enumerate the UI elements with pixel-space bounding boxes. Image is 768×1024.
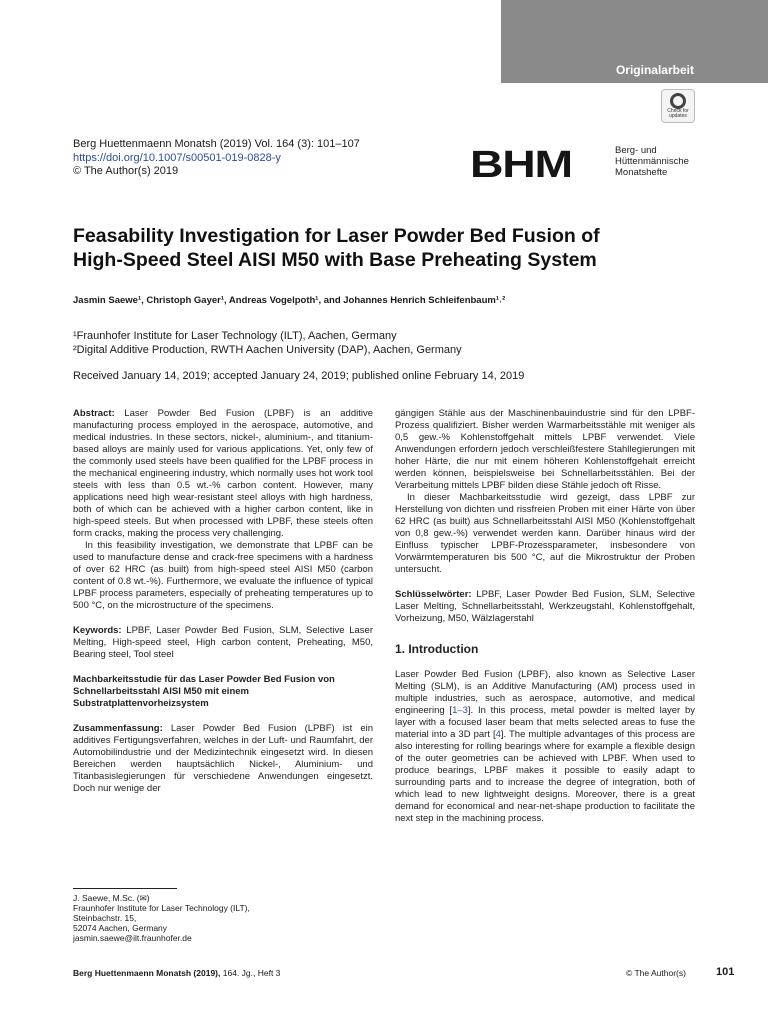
abstract-paragraph-1: [73, 408, 373, 540]
intro-text-3: ]. The multiple advantages of this process are also interesting for rolling bearings where for example a flexible design of the outer geometries can be achieved with LPBF. When used to produce bearings, LPBF makes it possible to easily adapt to surrounding parts and to increase the degree of integration, both of which lead to new lightweight designs. Moreover, there is a great demand for economical and near-net-shape production to facilitate the next step in the machining process.: [395, 729, 695, 824]
corresponding-author-footnote: [73, 893, 250, 943]
footer-issue: 164. Jg., Heft 3: [222, 968, 281, 978]
intro-text-1: Laser Powder Bed Fusion (LPBF), also known as Selective Laser Melting (SLM), is an Additive Manufacturing (AM) process used in multiple industries, such as aerospace, automotive, and medical engineering [: [395, 669, 695, 716]
keywords: [73, 625, 373, 661]
article-title: [73, 224, 713, 272]
affiliation-2: ²Digital Additive Production, RWTH Aachen University (DAP), Aachen, Germany: [73, 344, 462, 356]
abstract-label: Abstract:: [73, 408, 115, 419]
zusammenfassung-paragraph-2: In dieser Machbarkeitsstudie wird gezeigt, dass LPBF zur Herstellung von dichten und rissfreien Proben mit einer Härte von über 62 HRC (as built) aus Schnellarbeitsstahl AISI M50 (Kohlenstoffgehalt von 0,8 gew.-%) verwendet werden kann. Darüber hinaus wird der Einfluss typischer LPBF-Prozessparameter, insbesondere von Vorwärmtemperaturen bis 500 °C, auf die Mikrostruktur der Proben untersucht.: [395, 492, 695, 575]
footnote-line-4: 52074 Aachen, Germany: [73, 923, 168, 933]
affiliation-1: ¹Fraunhofer Institute for Laser Technology (ILT), Aachen, Germany: [73, 330, 397, 342]
page-number: 101: [716, 966, 735, 978]
logo-sub-line-2: Hüttenmännische: [615, 156, 689, 167]
logo-sub-line-3: Monatshefte: [615, 167, 668, 178]
title-line-2: High-Speed Steel AISI M50 with Base Preheating System: [73, 249, 597, 271]
doi-link[interactable]: https://doi.org/10.1007/s00501-019-0828-y: [73, 151, 281, 164]
publication-dates: Received January 14, 2019; accepted January 24, 2019; published online February 14, 2019: [73, 370, 525, 382]
zusammenfassung-text-1: Laser Powder Bed Fusion (LPBF) ist ein additives Fertigungsverfahren, welches in der Luft- und Raumfahrt, der Automobilindustrie und der Medizintechnik eingesetzt wird. In diesen Bereichen werden hauptsächlich Nickel-, Aluminium- und Titanbasislegierungen für verschiedene Anwendungen eingesetzt. Doch nur wenige der: [73, 723, 374, 794]
citation-link[interactable]: 1–3: [452, 705, 468, 716]
journal-citation: Berg Huettenmaenn Monatsh (2019) Vol. 164 (3): 101–107: [73, 138, 360, 150]
author-list: Jasmin Saewe¹, Christoph Gayer¹, Andreas Vogelpoth¹, and Johannes Henrich Schleifenbaum¹˒²: [73, 295, 506, 306]
journal-info: [73, 138, 360, 179]
footnote-divider: [73, 888, 177, 889]
zusammenfassung-continued: gängigen Stähle aus der Maschinenbauindustrie sind für den LPBF-Prozess qualifiziert. Bisher werden Warmarbeitsstähle mit weniger als 0,5 gew.-% Kohlenstoffgehalt mittels LPBF verwendet. Viele Anwendungen erfordern jedoch verschleißfestere Stahllegierungen mit hoher Härte, die nur mit einem höheren Kohlenstoffgehalt erreicht werden können, beispielsweise bei Schnellarbeitsstählen. Bei der Verarbeitung mittels LPBF bilden diese Stähle jedoch oft Risse.: [395, 408, 695, 491]
journal-logo-subtitle: [615, 145, 689, 178]
zusammenfassung-label: Zusammenfassung:: [73, 723, 163, 734]
keywords-label: Keywords:: [73, 625, 122, 636]
introduction-paragraph: [395, 669, 695, 825]
copyright-line: © The Author(s) 2019: [73, 165, 179, 177]
german-title: Machbarkeitsstudie für das Laser Powder Bed Fusion von Schnellarbeitsstahl AISI M50 mit einem Substratplattenvorheizsystem: [73, 674, 335, 709]
abstract-paragraph-2: In this feasibility investigation, we demonstrate that LPBF can be used to manufacture dense and crack-free specimens with a hardness of over 62 HRC (as built) from high-speed steel AISI M50 (carbon content of 0.8 wt.-%). Furthermore, we evaluate the influence of typical LPBF process parameters, especially of preheating temperatures up to 500 °C, on the microstructure of the specimens.: [73, 540, 373, 611]
zusammenfassung-paragraph-1: [73, 723, 373, 795]
logo-sub-line-1: Berg- und: [615, 145, 657, 156]
check-badge-caption: Check for updates: [667, 108, 689, 119]
citation-link[interactable]: 4: [495, 729, 501, 740]
title-line-1: Feasability Investigation for Laser Powder Bed Fusion of: [73, 225, 600, 247]
abstract-text-1: Laser Powder Bed Fusion (LPBF) is an additive manufacturing process employed in the aerospace, automotive, and medical industries. In these sectors, nickel-, aluminium-, and titanium-based alloys are mainly used for various applications. Yet, only few of the commonly used steels have been qualified for the LPBF process in the mechanical engineering industry, which normally uses hot work tool steels with less than 0.5 wt.-% carbon content. However, many applications need high wear-resistant steel alloys with high hardness, both of which can be achieved with a higher carbon content, like in high-speed steels. But when processed with LPBF, these steels often form cracks, making the process very challenging.: [73, 408, 373, 539]
article-type-label: Originalarbeit: [615, 63, 694, 77]
footnote-line-2: Fraunhofer Institute for Laser Technology (ILT),: [73, 903, 250, 913]
section-heading-introduction: 1. Introduction: [395, 642, 479, 656]
footnote-line-3: Steinbachstr. 15,: [73, 913, 137, 923]
footer-journal: [73, 968, 280, 978]
footer-rights: © The Author(s): [626, 968, 686, 978]
left-column: [73, 408, 373, 795]
journal-logo: BHM: [470, 144, 572, 186]
schluesselwoerter-label: Schlüsselwörter:: [395, 589, 472, 600]
intro-text-2: ]. In this process, metal powder is melted layer by layer with a focused laser beam that melts selected areas to fuse the material into a 3D part [: [395, 705, 696, 740]
footer-journal-name: Berg Huettenmaenn Monatsh (2019),: [73, 968, 221, 978]
schluesselwoerter: [395, 589, 695, 625]
bookmark-icon: [670, 93, 686, 109]
footnote-line-1: J. Saewe, M.Sc. (✉): [73, 893, 150, 903]
schluesselwoerter-text: LPBF, Laser Powder Bed Fusion, SLM, Selective Laser Melting, Schnellarbeitsstahl, Werkzeugstahl, Kohlenstoffgehalt, Vorheizung, M50, Wälzlagerstahl: [395, 589, 695, 624]
check-for-updates-badge[interactable]: [661, 89, 695, 123]
affiliations: [73, 329, 462, 357]
footnote-email[interactable]: jasmin.saewe@ilt.fraunhofer.de: [73, 933, 192, 943]
keywords-text: LPBF, Laser Powder Bed Fusion, SLM, Selective Laser Melting, High-speed steel, High carbon content, Preheating, M50, Bearing steel, Tool steel: [73, 625, 374, 660]
right-column: [395, 408, 695, 825]
